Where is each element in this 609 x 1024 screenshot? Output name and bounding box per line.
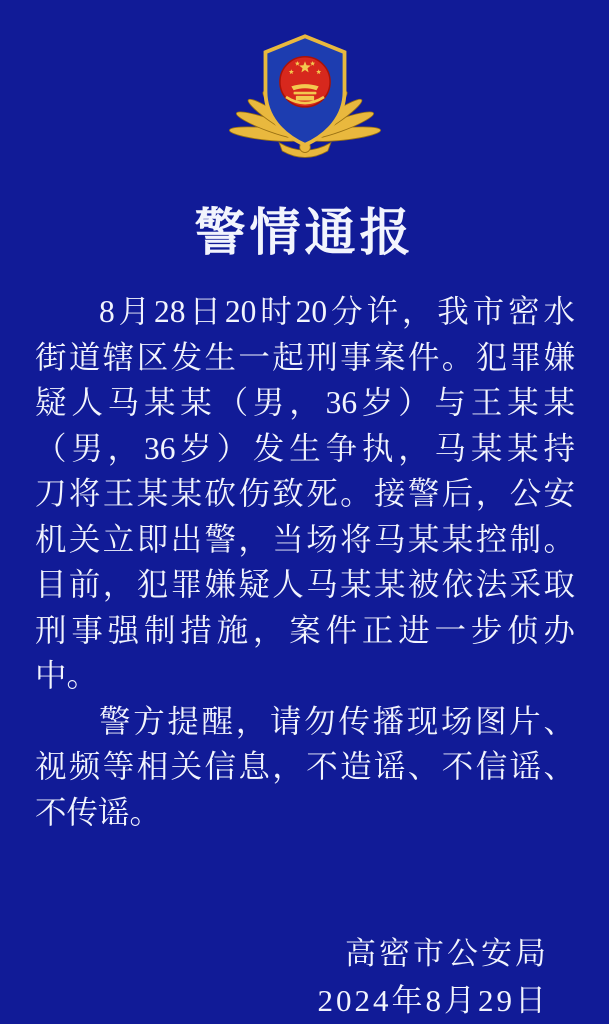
issue-date: 2024年8月29日 (317, 983, 549, 1018)
body-line: 视频等相关信息，不造谣、不信谣、 (35, 749, 575, 784)
body-line: 街道辖区发生一起刑事案件。犯罪嫌 (35, 339, 575, 375)
body-line: 不传谣。 (35, 794, 162, 830)
issuing-agency: 高密市公安局 (345, 936, 549, 971)
body-line: 机关立即出警，当场将马某某控制。 (35, 521, 575, 557)
notice-footer (318, 930, 550, 1024)
notice-title: 警情通报 (194, 204, 415, 261)
body-line: 疑人马某某（男，36岁）与王某某 (35, 385, 575, 420)
body-line: 刑事强制措施，案件正进一步侦办 (35, 612, 575, 648)
body-line: 警方提醒，请勿传播现场图片、 (99, 703, 575, 739)
body-line: 刀将王某某砍伤致死。接警后，公安 (35, 476, 575, 511)
police-emblem-icon (229, 24, 381, 164)
body-line: （男，36岁）发生争执，马某某持 (35, 430, 575, 466)
body-line: 中。 (35, 658, 99, 693)
notice-body (35, 289, 575, 835)
body-line: 8月28日20时20分许，我市密水 (99, 294, 575, 329)
body-line: 目前，犯罪嫌疑人马某某被依法采取 (35, 567, 575, 602)
